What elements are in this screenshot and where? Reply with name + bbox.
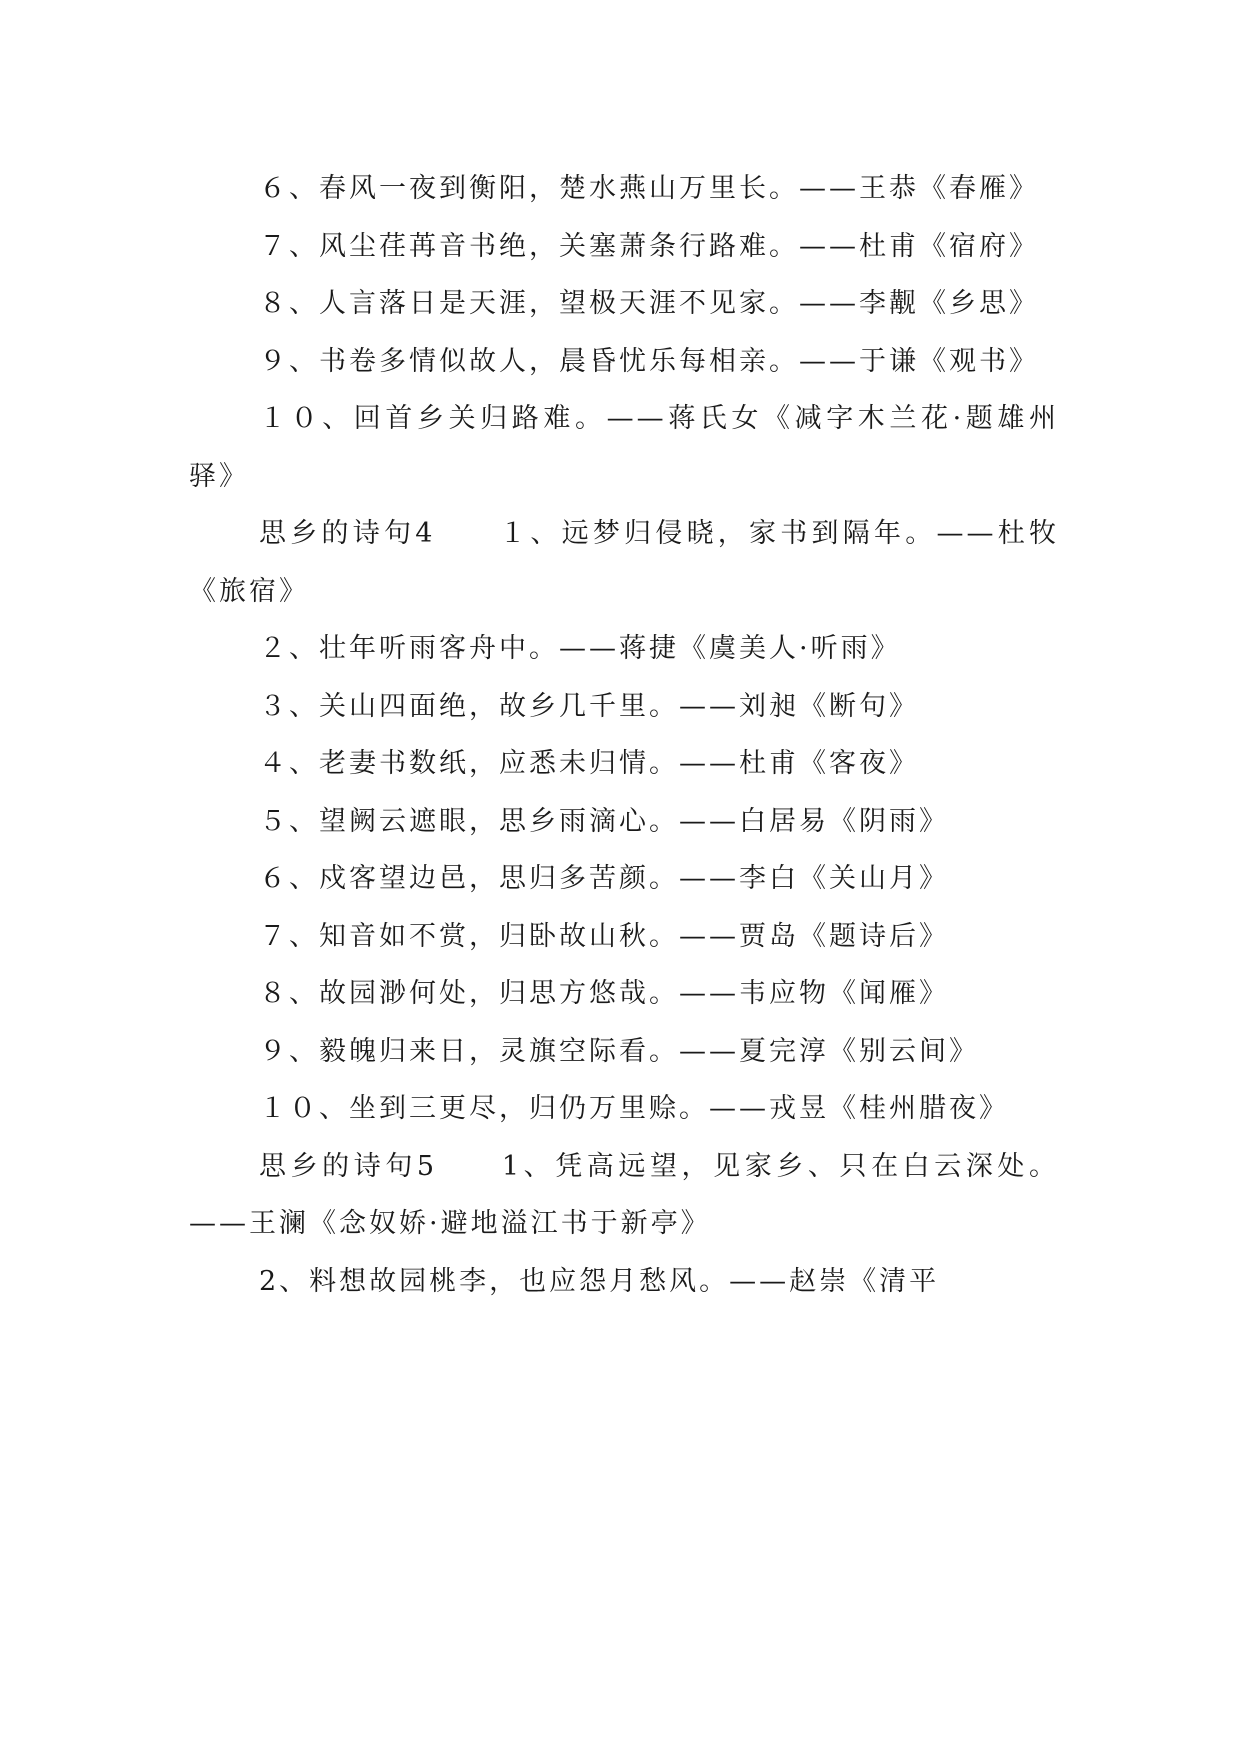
list-item: ３、关山四面绝，故乡几千里。——刘昶《断句》 [259, 690, 919, 722]
list-item: ６、春风一夜到衡阳，楚水燕山万里长。——王恭《春雁》 [259, 173, 1039, 204]
poem-list [189, 160, 1059, 1310]
list-item: １０、回首乡关归路难。——蒋氏女《减字木兰花·题雄州驿》 [189, 403, 1059, 492]
list-item: ６、戍客望边邑，思归多苦颜。——李白《关山月》 [259, 863, 949, 894]
list-item: ４、老妻书数纸，应悉未归情。——杜甫《客夜》 [259, 748, 919, 779]
section-heading-item: 思乡的诗句5 1、凭高远望，见家乡、只在白云深处。——王澜《念奴娇·避地溢江书于新亭》 [189, 1150, 1059, 1239]
list-item: ７、风尘荏苒音书绝，关塞萧条行路难。——杜甫《宿府》 [259, 230, 1039, 262]
list-item: 2、料想故园桃李，也应怨月愁风。——赵崇《清平 [259, 1265, 940, 1297]
list-item: ７、知音如不赏，归卧故山秋。——贾岛《题诗后》 [259, 920, 949, 952]
list-item: ２、壮年听雨客舟中。——蒋捷《虞美人·听雨》 [259, 633, 901, 664]
list-item: ８、故园渺何处，归思方悠哉。——韦应物《闻雁》 [259, 978, 949, 1009]
list-item: ８、人言落日是天涯，望极天涯不见家。——李觏《乡思》 [259, 288, 1039, 319]
list-item: ５、望阙云遮眼，思乡雨滴心。——白居易《阴雨》 [259, 805, 949, 837]
list-item: ９、毅魄归来日，灵旗空际看。——夏完淳《别云间》 [259, 1035, 979, 1067]
list-item: ９、书卷多情似故人，晨昏忧乐每相亲。——于谦《观书》 [259, 345, 1039, 377]
list-item: １０、坐到三更尽，归仍万里赊。——戎昱《桂州腊夜》 [259, 1093, 1009, 1124]
section-heading-item: 思乡的诗句4 １、远梦归侵晓，家书到隔年。——杜牧《旅宿》 [189, 518, 1059, 607]
